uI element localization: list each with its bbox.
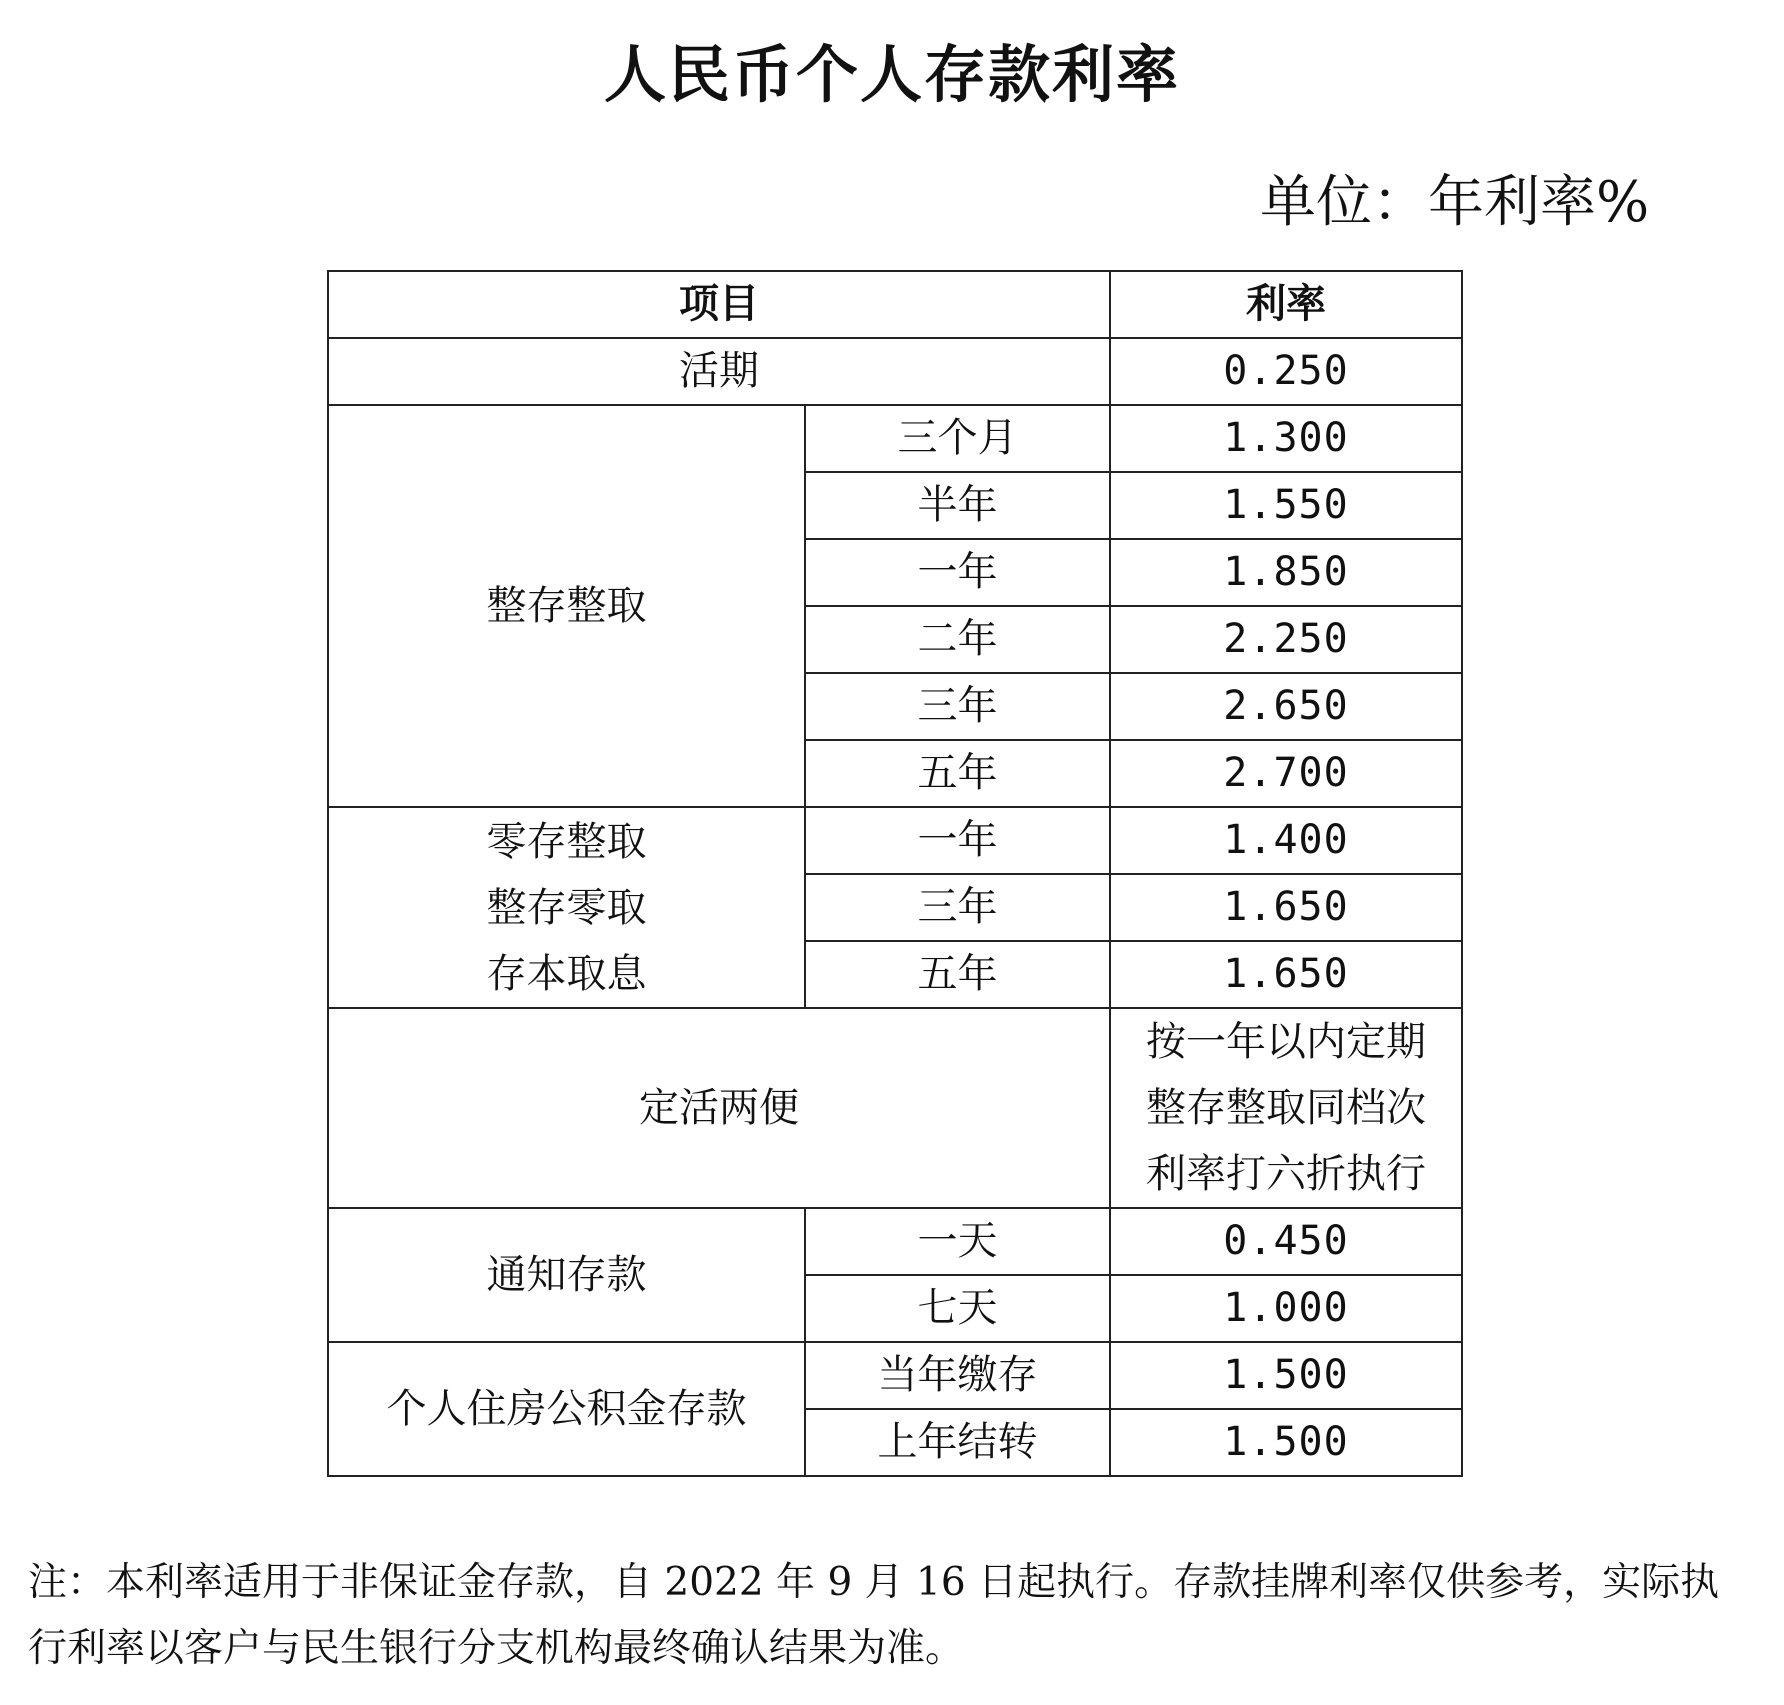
rate-cell: 1.650	[1110, 874, 1462, 941]
demand-label: 活期	[328, 338, 1110, 405]
table-row	[328, 807, 1462, 874]
term-cell: 一天	[805, 1208, 1110, 1275]
rate-cell: 1.500	[1110, 1342, 1462, 1409]
installment-label: 存本取息	[486, 950, 647, 997]
table-row	[328, 338, 1462, 405]
header-row	[328, 271, 1462, 338]
page-title: 人民币个人存款利率	[603, 38, 1180, 111]
installment-labels	[328, 807, 805, 1008]
term-cell: 五年	[805, 740, 1110, 807]
flexible-rate-line: 利率打六折执行	[1146, 1151, 1426, 1197]
term-cell: 三年	[805, 673, 1110, 740]
rate-cell: 1.000	[1110, 1275, 1462, 1342]
flexible-rate-line: 整存整取同档次	[1146, 1085, 1426, 1131]
rate-cell: 0.450	[1110, 1208, 1462, 1275]
rate-table	[327, 270, 1463, 1477]
rate-cell: 1.850	[1110, 539, 1462, 606]
demand-rate: 0.250	[1110, 338, 1462, 405]
term-cell: 三年	[805, 874, 1110, 941]
flexible-rate-line: 按一年以内定期	[1146, 1019, 1426, 1065]
flexible-label: 定活两便	[328, 1008, 1110, 1208]
rate-cell: 1.500	[1110, 1409, 1462, 1476]
term-cell: 一年	[805, 539, 1110, 606]
table-row	[328, 405, 1462, 472]
footnote: 注：本利率适用于非保证金存款，自 2022 年 9 月 16 日起执行。存款挂牌利率仅供参考，实际执行利率以客户与民生银行分支机构最终确认结果为准。	[28, 1560, 1720, 1671]
table-row	[328, 1008, 1462, 1208]
unit-label: 单位：年利率%	[1260, 170, 1650, 235]
rate-cell: 2.650	[1110, 673, 1462, 740]
flexible-rate	[1110, 1008, 1462, 1208]
term-cell: 一年	[805, 807, 1110, 874]
notice-label: 通知存款	[328, 1208, 805, 1342]
term-cell: 五年	[805, 941, 1110, 1008]
term-cell: 上年结转	[805, 1409, 1110, 1476]
rate-cell: 1.550	[1110, 472, 1462, 539]
rate-cell: 1.650	[1110, 941, 1462, 1008]
lump-sum-label: 整存整取	[328, 405, 805, 807]
table-row	[328, 1342, 1462, 1409]
housing-fund-label: 个人住房公积金存款	[328, 1342, 805, 1476]
rate-cell: 2.700	[1110, 740, 1462, 807]
term-cell: 七天	[805, 1275, 1110, 1342]
installment-label: 整存零取	[486, 884, 647, 931]
term-cell: 当年缴存	[805, 1342, 1110, 1409]
installment-label: 零存整取	[486, 818, 647, 865]
rate-cell: 1.300	[1110, 405, 1462, 472]
rate-cell: 1.400	[1110, 807, 1462, 874]
term-cell: 半年	[805, 472, 1110, 539]
term-cell: 二年	[805, 606, 1110, 673]
table-row	[328, 1208, 1462, 1275]
term-cell: 三个月	[805, 405, 1110, 472]
rate-cell: 2.250	[1110, 606, 1462, 673]
header-item: 项目	[328, 271, 1110, 338]
header-rate: 利率	[1110, 271, 1462, 338]
